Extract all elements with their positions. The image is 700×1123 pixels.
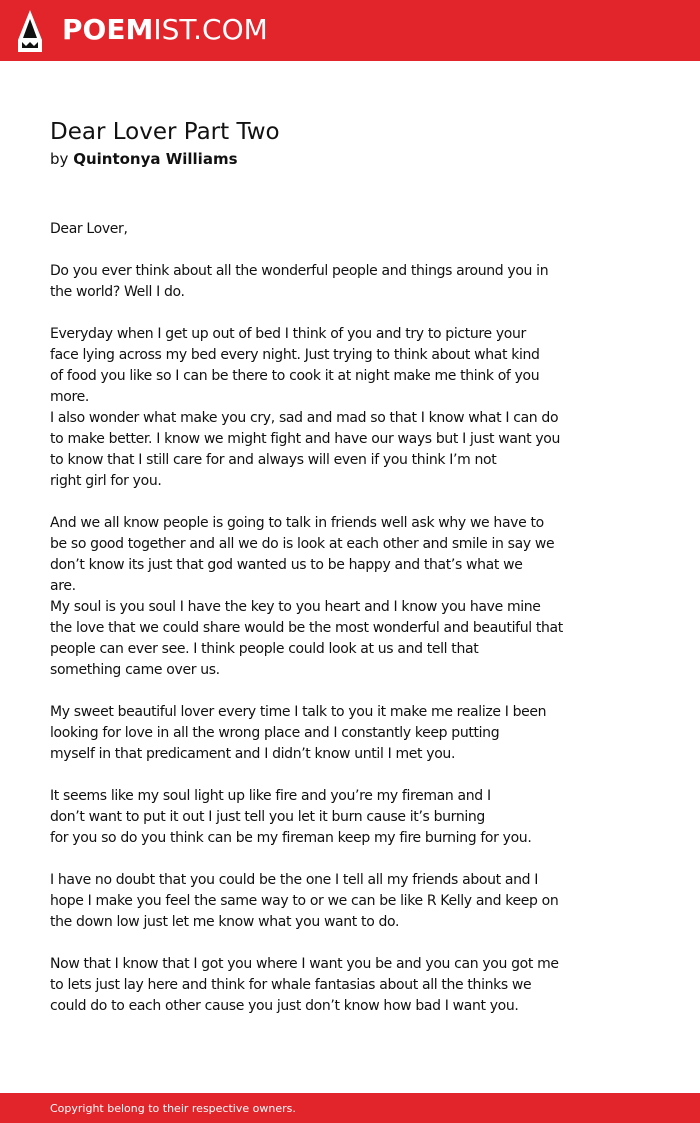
poem-line: the down low just let me know what you want to do. xyxy=(50,914,400,930)
poem-line: people can ever see. I think people could look at us and tell that xyxy=(50,641,479,657)
poem-line: My soul is you soul I have the key to you heart and I know you have mine xyxy=(50,599,541,615)
poem-line: of food you like so I can be there to cook it at night make me think of you xyxy=(50,368,540,384)
pencil-tip-icon xyxy=(18,10,42,52)
site-footer xyxy=(0,1093,700,1123)
poem-line: for you so do you think can be my fireman keep my fire burning for you. xyxy=(50,830,532,846)
poem-line: to lets just lay here and think for whale fantasias about all the thinks we xyxy=(50,977,532,993)
poem-line: more. xyxy=(50,389,89,405)
poem-line: hope I make you feel the same way to or we can be like R Kelly and keep on xyxy=(50,893,559,909)
poem-stanza xyxy=(50,786,670,849)
poem-line: the love that we could share would be the most wonderful and beautiful that xyxy=(50,620,563,636)
poem-stanza xyxy=(50,702,670,765)
poem-line: Dear Lover, xyxy=(50,221,128,237)
poem-line: don’t want to put it out I just tell you let it burn cause it’s burning xyxy=(50,809,485,825)
poem-line: something came over us. xyxy=(50,662,220,678)
site-logo[interactable] xyxy=(62,13,268,47)
poem-line: be so good together and all we do is look at each other and smile in say we xyxy=(50,536,555,552)
poem-line: could do to each other cause you just don’t know how bad I want you. xyxy=(50,998,519,1014)
poem-stanza xyxy=(50,324,670,492)
poem-title: Dear Lover Part Two xyxy=(50,119,280,145)
poem-line: Now that I know that I got you where I want you be and you can you got me xyxy=(50,956,559,972)
poem-line: And we all know people is going to talk in friends well ask why we have to xyxy=(50,515,544,531)
poem-line: My sweet beautiful lover every time I talk to you it make me realize I been xyxy=(50,704,547,720)
poem-stanza xyxy=(50,870,670,933)
poem-line: the world? Well I do. xyxy=(50,284,185,300)
poem-line: myself in that predicament and I didn’t know until I met you. xyxy=(50,746,456,762)
poem-line: It seems like my soul light up like fire and you’re my fireman and I xyxy=(50,788,491,804)
poem-line: are. xyxy=(50,578,76,594)
copyright-notice: Copyright belong to their respective owners. xyxy=(50,1102,296,1115)
poem-line: to make better. I know we might fight and have our ways but I just want you xyxy=(50,431,561,447)
poem-line: looking for love in all the wrong place and I constantly keep putting xyxy=(50,725,500,741)
by-label: by xyxy=(50,150,69,168)
logo-light-part: IST.COM xyxy=(153,13,268,46)
poem-stanza xyxy=(50,513,670,681)
poem-stanza xyxy=(50,219,670,240)
poem-line: I have no doubt that you could be the one I tell all my friends about and I xyxy=(50,872,539,888)
poem-stanza xyxy=(50,261,670,303)
poem-line: I also wonder what make you cry, sad and mad so that I know what I can do xyxy=(50,410,559,426)
poem-line: face lying across my bed every night. Just trying to think about what kind xyxy=(50,347,540,363)
byline xyxy=(50,149,238,169)
poem-line: right girl for you. xyxy=(50,473,162,489)
poem-line: to know that I still care for and always will even if you think I’m not xyxy=(50,452,497,468)
site-header xyxy=(0,0,700,61)
poem-line: Everyday when I get up out of bed I think of you and try to picture your xyxy=(50,326,526,342)
author-name: Quintonya Williams xyxy=(73,150,238,168)
poem-line: don’t know its just that god wanted us to be happy and that’s what we xyxy=(50,557,523,573)
poem-stanza xyxy=(50,954,670,1017)
logo-bold-part: POEM xyxy=(62,13,154,46)
poem-line: Do you ever think about all the wonderful people and things around you in xyxy=(50,263,549,279)
poem-body xyxy=(50,219,670,1038)
